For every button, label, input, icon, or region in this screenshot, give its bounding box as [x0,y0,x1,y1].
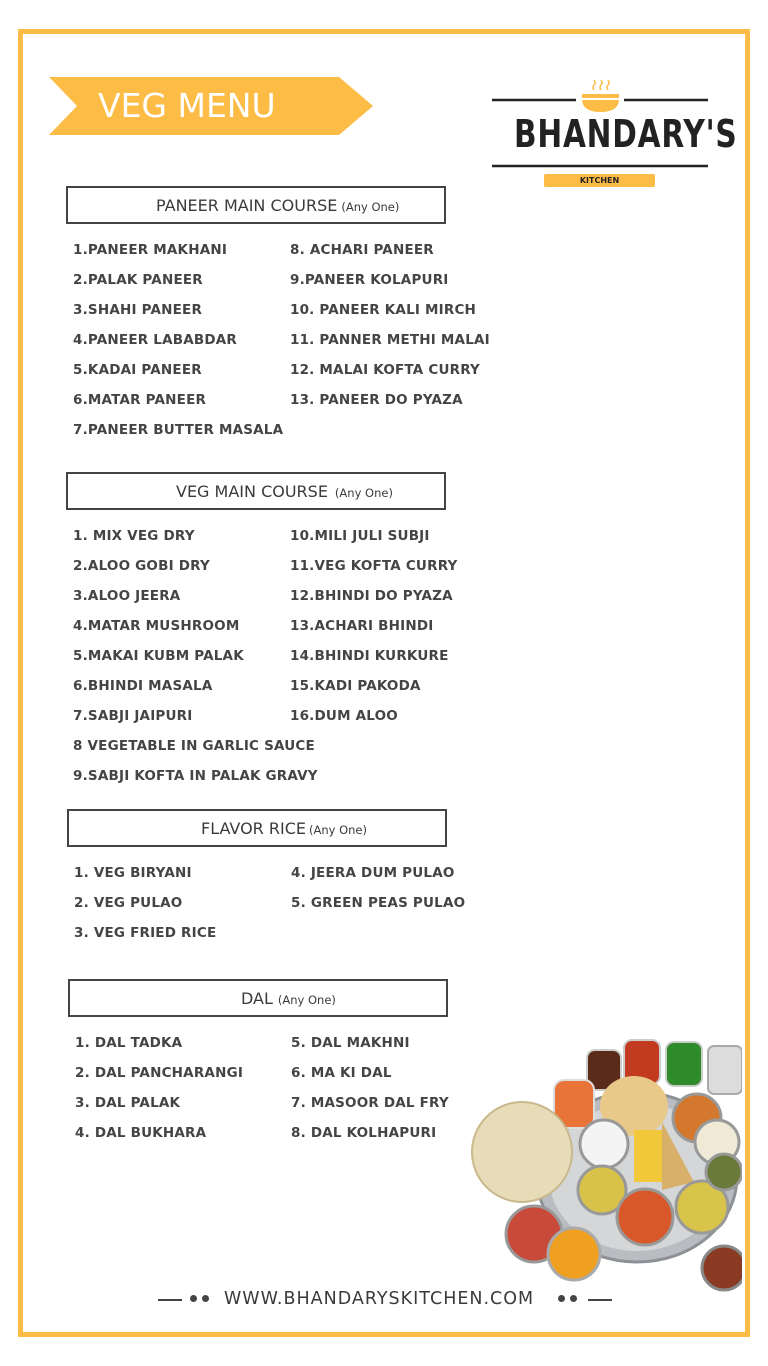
footer-dot [190,1295,197,1302]
menu-item: 2.PALAK PANEER [73,272,203,288]
menu-item: 14.BHINDI KURKURE [290,648,449,664]
section-note: (Any One) [334,486,393,500]
menu-item: 10.MILI JULI SUBJI [290,528,430,544]
menu-item: 9.PANEER KOLAPURI [290,272,449,288]
menu-item: 4. JEERA DUM PULAO [291,865,455,881]
logo-underline [490,163,710,169]
menu-item: 6. MA KI DAL [291,1065,392,1081]
veg-menu-banner [49,77,373,135]
menu-item: 3. VEG FRIED RICE [74,925,217,941]
section-title: PANEER MAIN COURSE [156,196,338,215]
menu-item: 16.DUM ALOO [290,708,398,724]
menu-item: 1. MIX VEG DRY [73,528,195,544]
menu-item: 5. DAL MAKHNI [291,1035,410,1051]
menu-item: 11. PANNER METHI MALAI [290,332,490,348]
thali-plate-image [462,1022,742,1304]
page-title: VEG MENU [98,86,276,125]
footer-dot [558,1295,565,1302]
logo-tagline: KITCHEN [544,174,655,187]
footer-website [158,1286,612,1312]
section-title: FLAVOR RICE [201,819,306,838]
menu-item: 3. DAL PALAK [75,1095,181,1111]
menu-item: 1.PANEER MAKHANI [73,242,228,258]
section-header-dal [68,979,448,1017]
menu-item: 3.SHAHI PANEER [73,302,203,318]
menu-item: 10. PANEER KALI MIRCH [290,302,477,318]
footer-divider-right [588,1299,612,1301]
menu-item: 4.PANEER LABABDAR [73,332,237,348]
section-header-paneer [66,186,446,224]
section-title: VEG MAIN COURSE [176,482,328,501]
menu-item: 1. VEG BIRYANI [74,865,192,881]
section-header-veg-main [66,472,446,510]
menu-item: 13. PANEER DO PYAZA [290,392,463,408]
menu-item: 4.MATAR MUSHROOM [73,618,240,634]
menu-item: 9.SABJI KOFTA IN PALAK GRAVY [73,768,318,784]
menu-item: 5. GREEN PEAS PULAO [291,895,466,911]
menu-item: 5.KADAI PANEER [73,362,202,378]
menu-item: 3.ALOO JEERA [73,588,181,604]
menu-item: 13.ACHARI BHINDI [290,618,434,634]
section-note: (Any One) [277,993,336,1007]
menu-item: 7.SABJI JAIPURI [73,708,193,724]
menu-item: 2. DAL PANCHARANGI [75,1065,244,1081]
menu-item: 8. ACHARI PANEER [290,242,434,258]
section-note: (Any One) [341,200,400,214]
section-title: DAL [241,989,273,1008]
menu-item: 12. MALAI KOFTA CURRY [290,362,481,378]
menu-item: 6.BHINDI MASALA [73,678,213,694]
menu-item: 8 VEGETABLE IN GARLIC SAUCE [73,738,315,754]
menu-item: 7.PANEER BUTTER MASALA [73,422,284,438]
section-note: (Any One) [308,823,367,837]
menu-item: 6.MATAR PANEER [73,392,207,408]
logo-wordmark: BHANDARY'S [513,112,738,156]
menu-item: 15.KADI PAKODA [290,678,421,694]
brand-logo [490,74,738,190]
footer-divider-left [158,1299,182,1301]
menu-item: 2.ALOO GOBI DRY [73,558,210,574]
menu-item: 12.BHINDI DO PYAZA [290,588,453,604]
section-header-flavor-rice [67,809,447,847]
footer-dot [202,1295,209,1302]
menu-item: 5.MAKAI KUBM PALAK [73,648,244,664]
steaming-bowl-icon [490,74,710,114]
footer-dot [570,1295,577,1302]
website-link[interactable]: WWW.BHANDARYSKITCHEN.COM [224,1289,535,1309]
menu-item: 1. DAL TADKA [75,1035,183,1051]
menu-item: 11.VEG KOFTA CURRY [290,558,458,574]
menu-item: 8. DAL KOLHAPURI [291,1125,437,1141]
menu-item: 7. MASOOR DAL FRY [291,1095,449,1111]
menu-item: 2. VEG PULAO [74,895,183,911]
menu-item: 4. DAL BUKHARA [75,1125,207,1141]
